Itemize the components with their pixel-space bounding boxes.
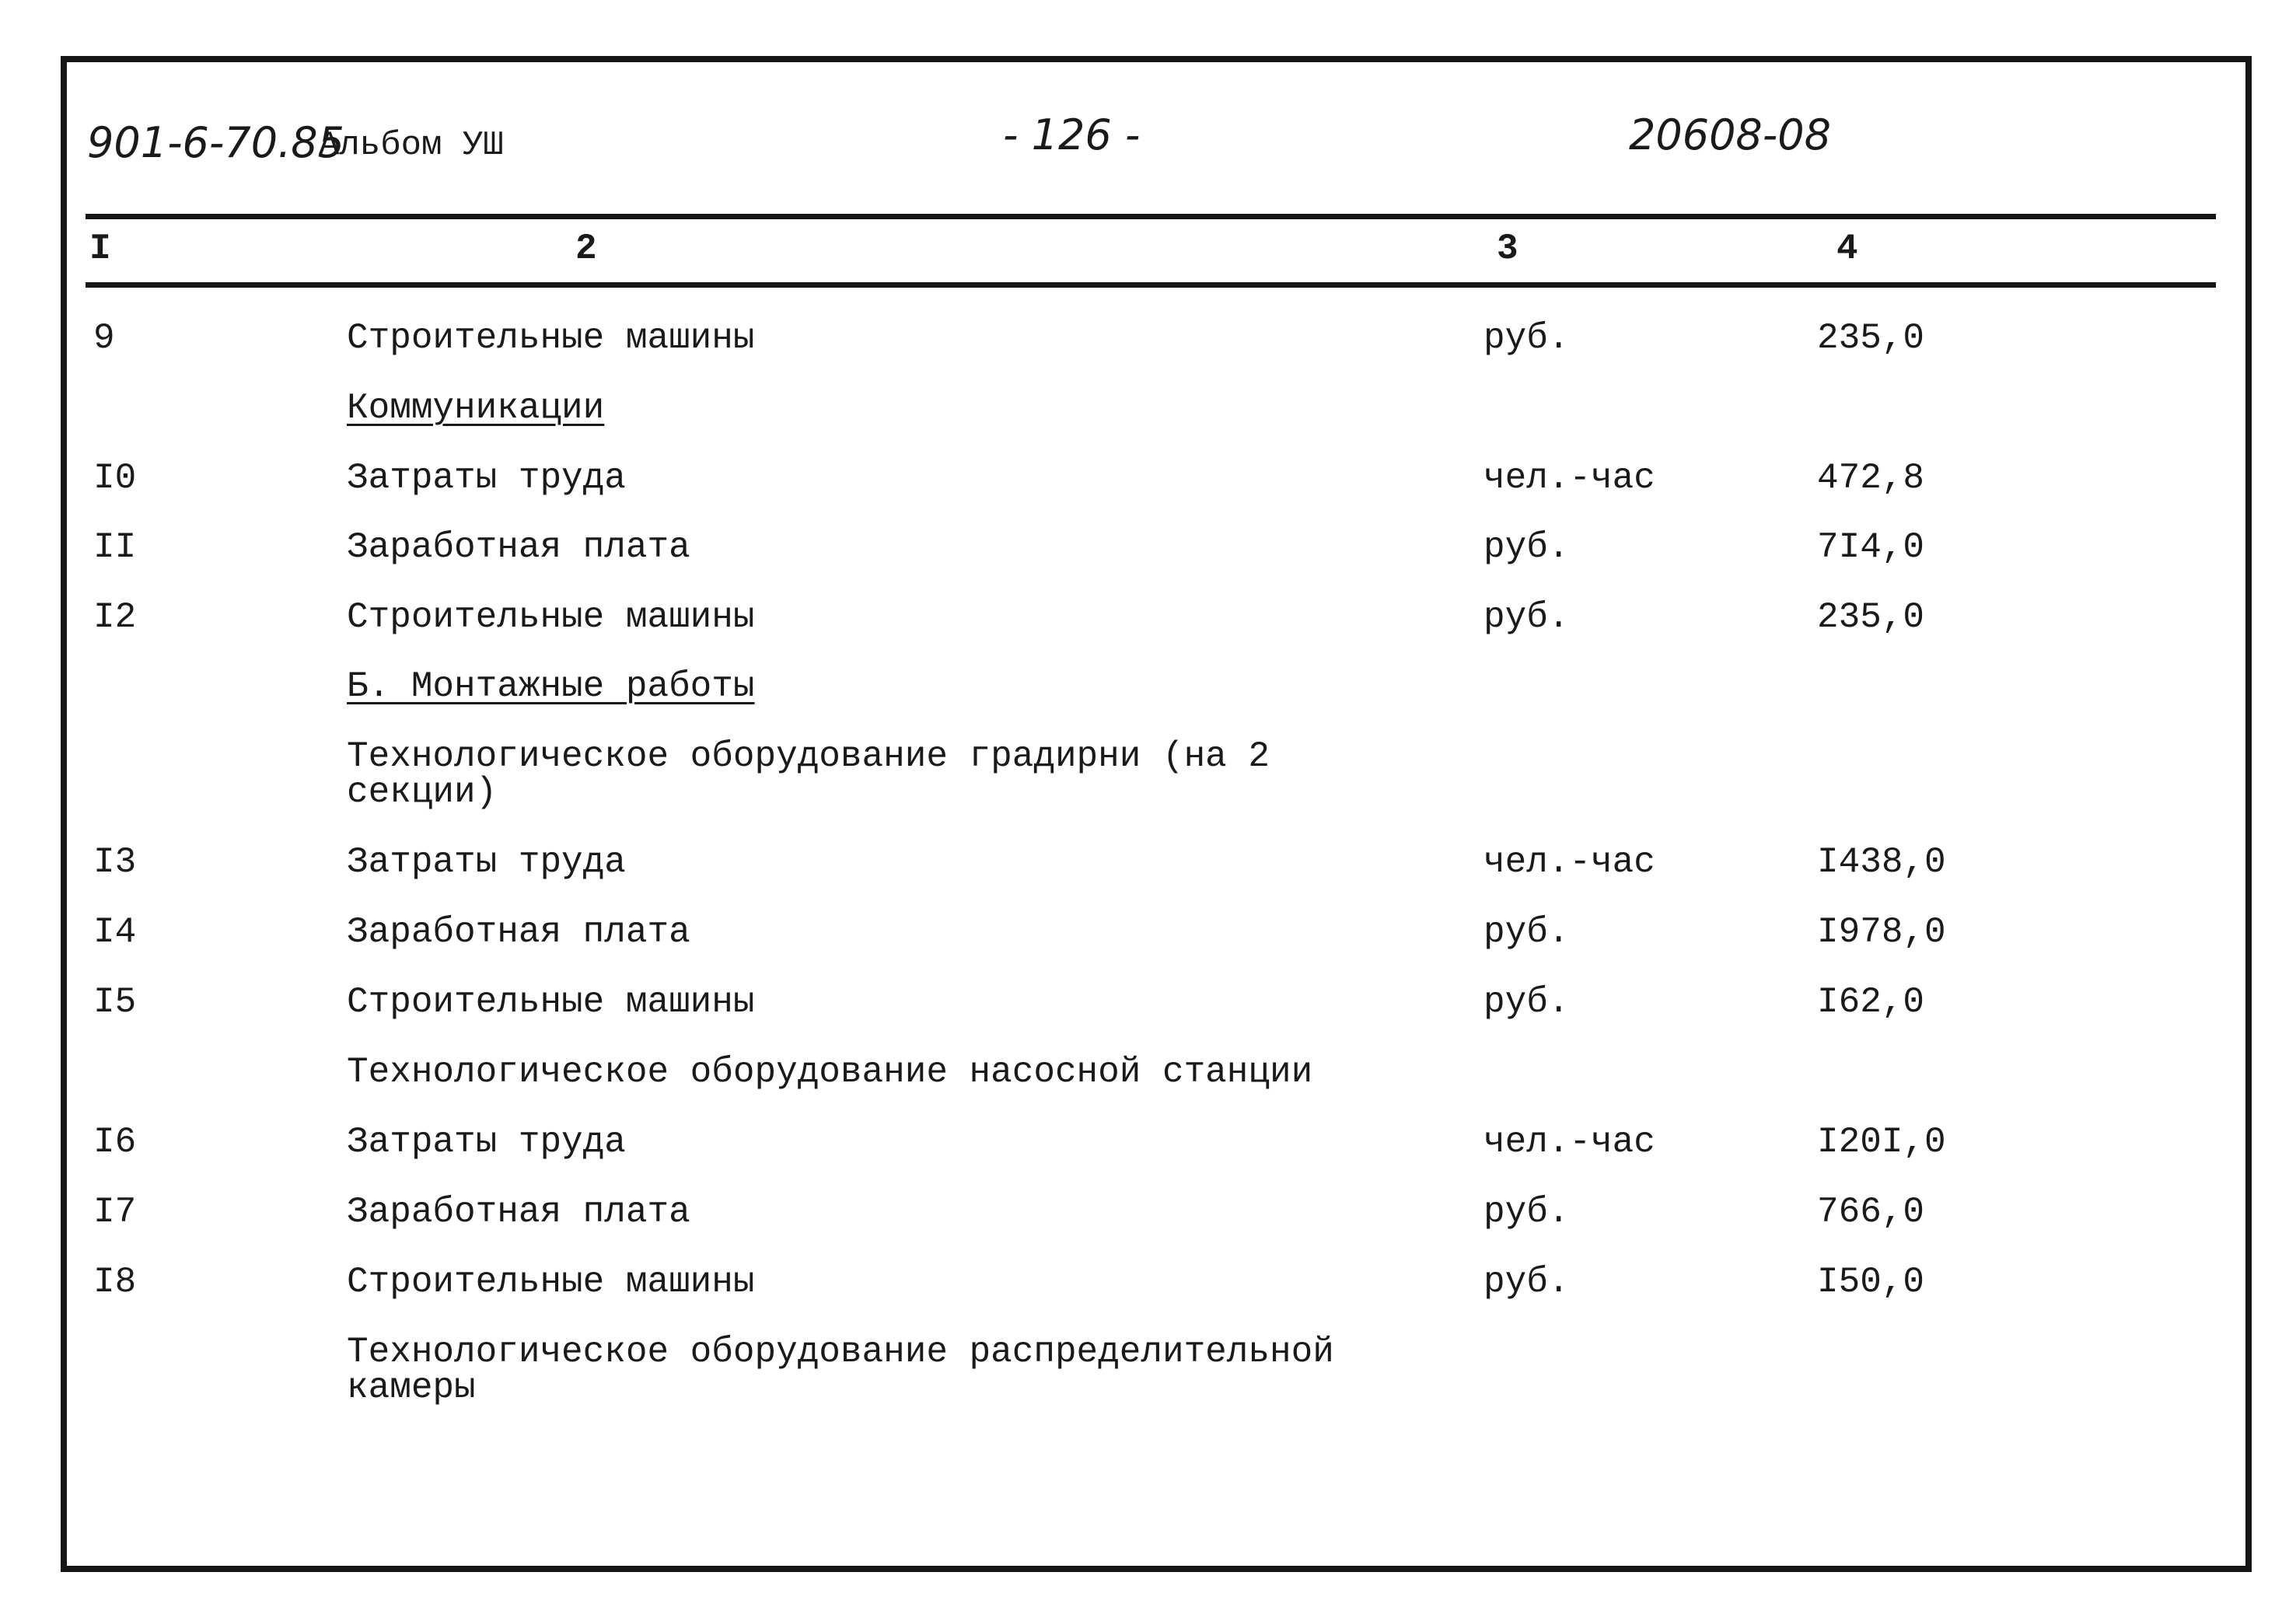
column-number-2: 2: [575, 229, 597, 269]
section-heading: Б. Монтажные работы: [347, 666, 755, 707]
album-label: Альбом УШ: [319, 126, 504, 165]
table-row-unit: руб.: [1483, 597, 1570, 638]
table-row-value: 235,0: [1817, 318, 1925, 358]
table-row-unit: руб.: [1483, 912, 1570, 952]
table-row-text: Затраты труда: [347, 1122, 626, 1162]
table-row-no: I4: [93, 912, 137, 952]
table-row-text: Строительные машины: [347, 982, 755, 1022]
table-row-no: I3: [93, 842, 137, 882]
table-row-text: Строительные машины: [347, 597, 755, 638]
table-row-unit: чел.-час: [1483, 1122, 1655, 1162]
page-number: - 126 -: [1003, 110, 1141, 159]
table-row-text: Заработная плата: [347, 1192, 690, 1232]
table-row-no: II: [93, 527, 137, 568]
table-row-no: 9: [93, 318, 115, 358]
column-number-1: I: [89, 229, 111, 269]
table-row-unit: руб.: [1483, 1192, 1570, 1232]
table-row-value: I438,0: [1817, 842, 1946, 882]
table-row-no: I8: [93, 1262, 137, 1302]
table-row-value: I978,0: [1817, 912, 1946, 952]
column-number-3: 3: [1497, 229, 1518, 269]
table-row-text: Строительные машины: [347, 318, 755, 358]
sheet-code: 20608-08: [1629, 110, 1831, 159]
subsection-heading: Технологическое оборудование насосной станции: [347, 1052, 1313, 1092]
subsection-heading: Технологическое оборудование распределительной камеры: [347, 1332, 1334, 1408]
table-row-no: I0: [93, 458, 137, 498]
table-row-value: I20I,0: [1817, 1122, 1946, 1162]
table-row-unit: руб.: [1483, 982, 1570, 1022]
header-rule-top: [86, 214, 2216, 219]
table-row-value: I50,0: [1817, 1262, 1925, 1302]
table-row-value: I62,0: [1817, 982, 1925, 1022]
table-row-value: 472,8: [1817, 458, 1925, 498]
table-row-unit: руб.: [1483, 527, 1570, 568]
section-heading: Коммуникации: [347, 388, 605, 428]
table-row-text: Затраты труда: [347, 842, 626, 882]
table-row-value: 7I4,0: [1817, 527, 1925, 568]
table-row-unit: руб.: [1483, 318, 1570, 358]
table-row-value: 235,0: [1817, 597, 1925, 638]
table-row-unit: чел.-час: [1483, 458, 1655, 498]
header-rule-bottom: [86, 282, 2216, 288]
table-row-text: Строительные машины: [347, 1262, 755, 1302]
subsection-heading: Технологическое оборудование градирни (на 2 секции): [347, 736, 1270, 812]
table-row-no: I5: [93, 982, 137, 1022]
table-row-unit: чел.-час: [1483, 842, 1655, 882]
table-row-text: Затраты труда: [347, 458, 626, 498]
table-row-no: I6: [93, 1122, 137, 1162]
table-row-text: Заработная плата: [347, 527, 690, 568]
doc-code: 901-6-70.85: [87, 118, 344, 167]
table-row-value: 766,0: [1817, 1192, 1925, 1232]
table-row-text: Заработная плата: [347, 912, 690, 952]
table-row-unit: руб.: [1483, 1262, 1570, 1302]
table-row-no: I2: [93, 597, 137, 638]
table-row-no: I7: [93, 1192, 137, 1232]
column-number-4: 4: [1836, 229, 1858, 269]
